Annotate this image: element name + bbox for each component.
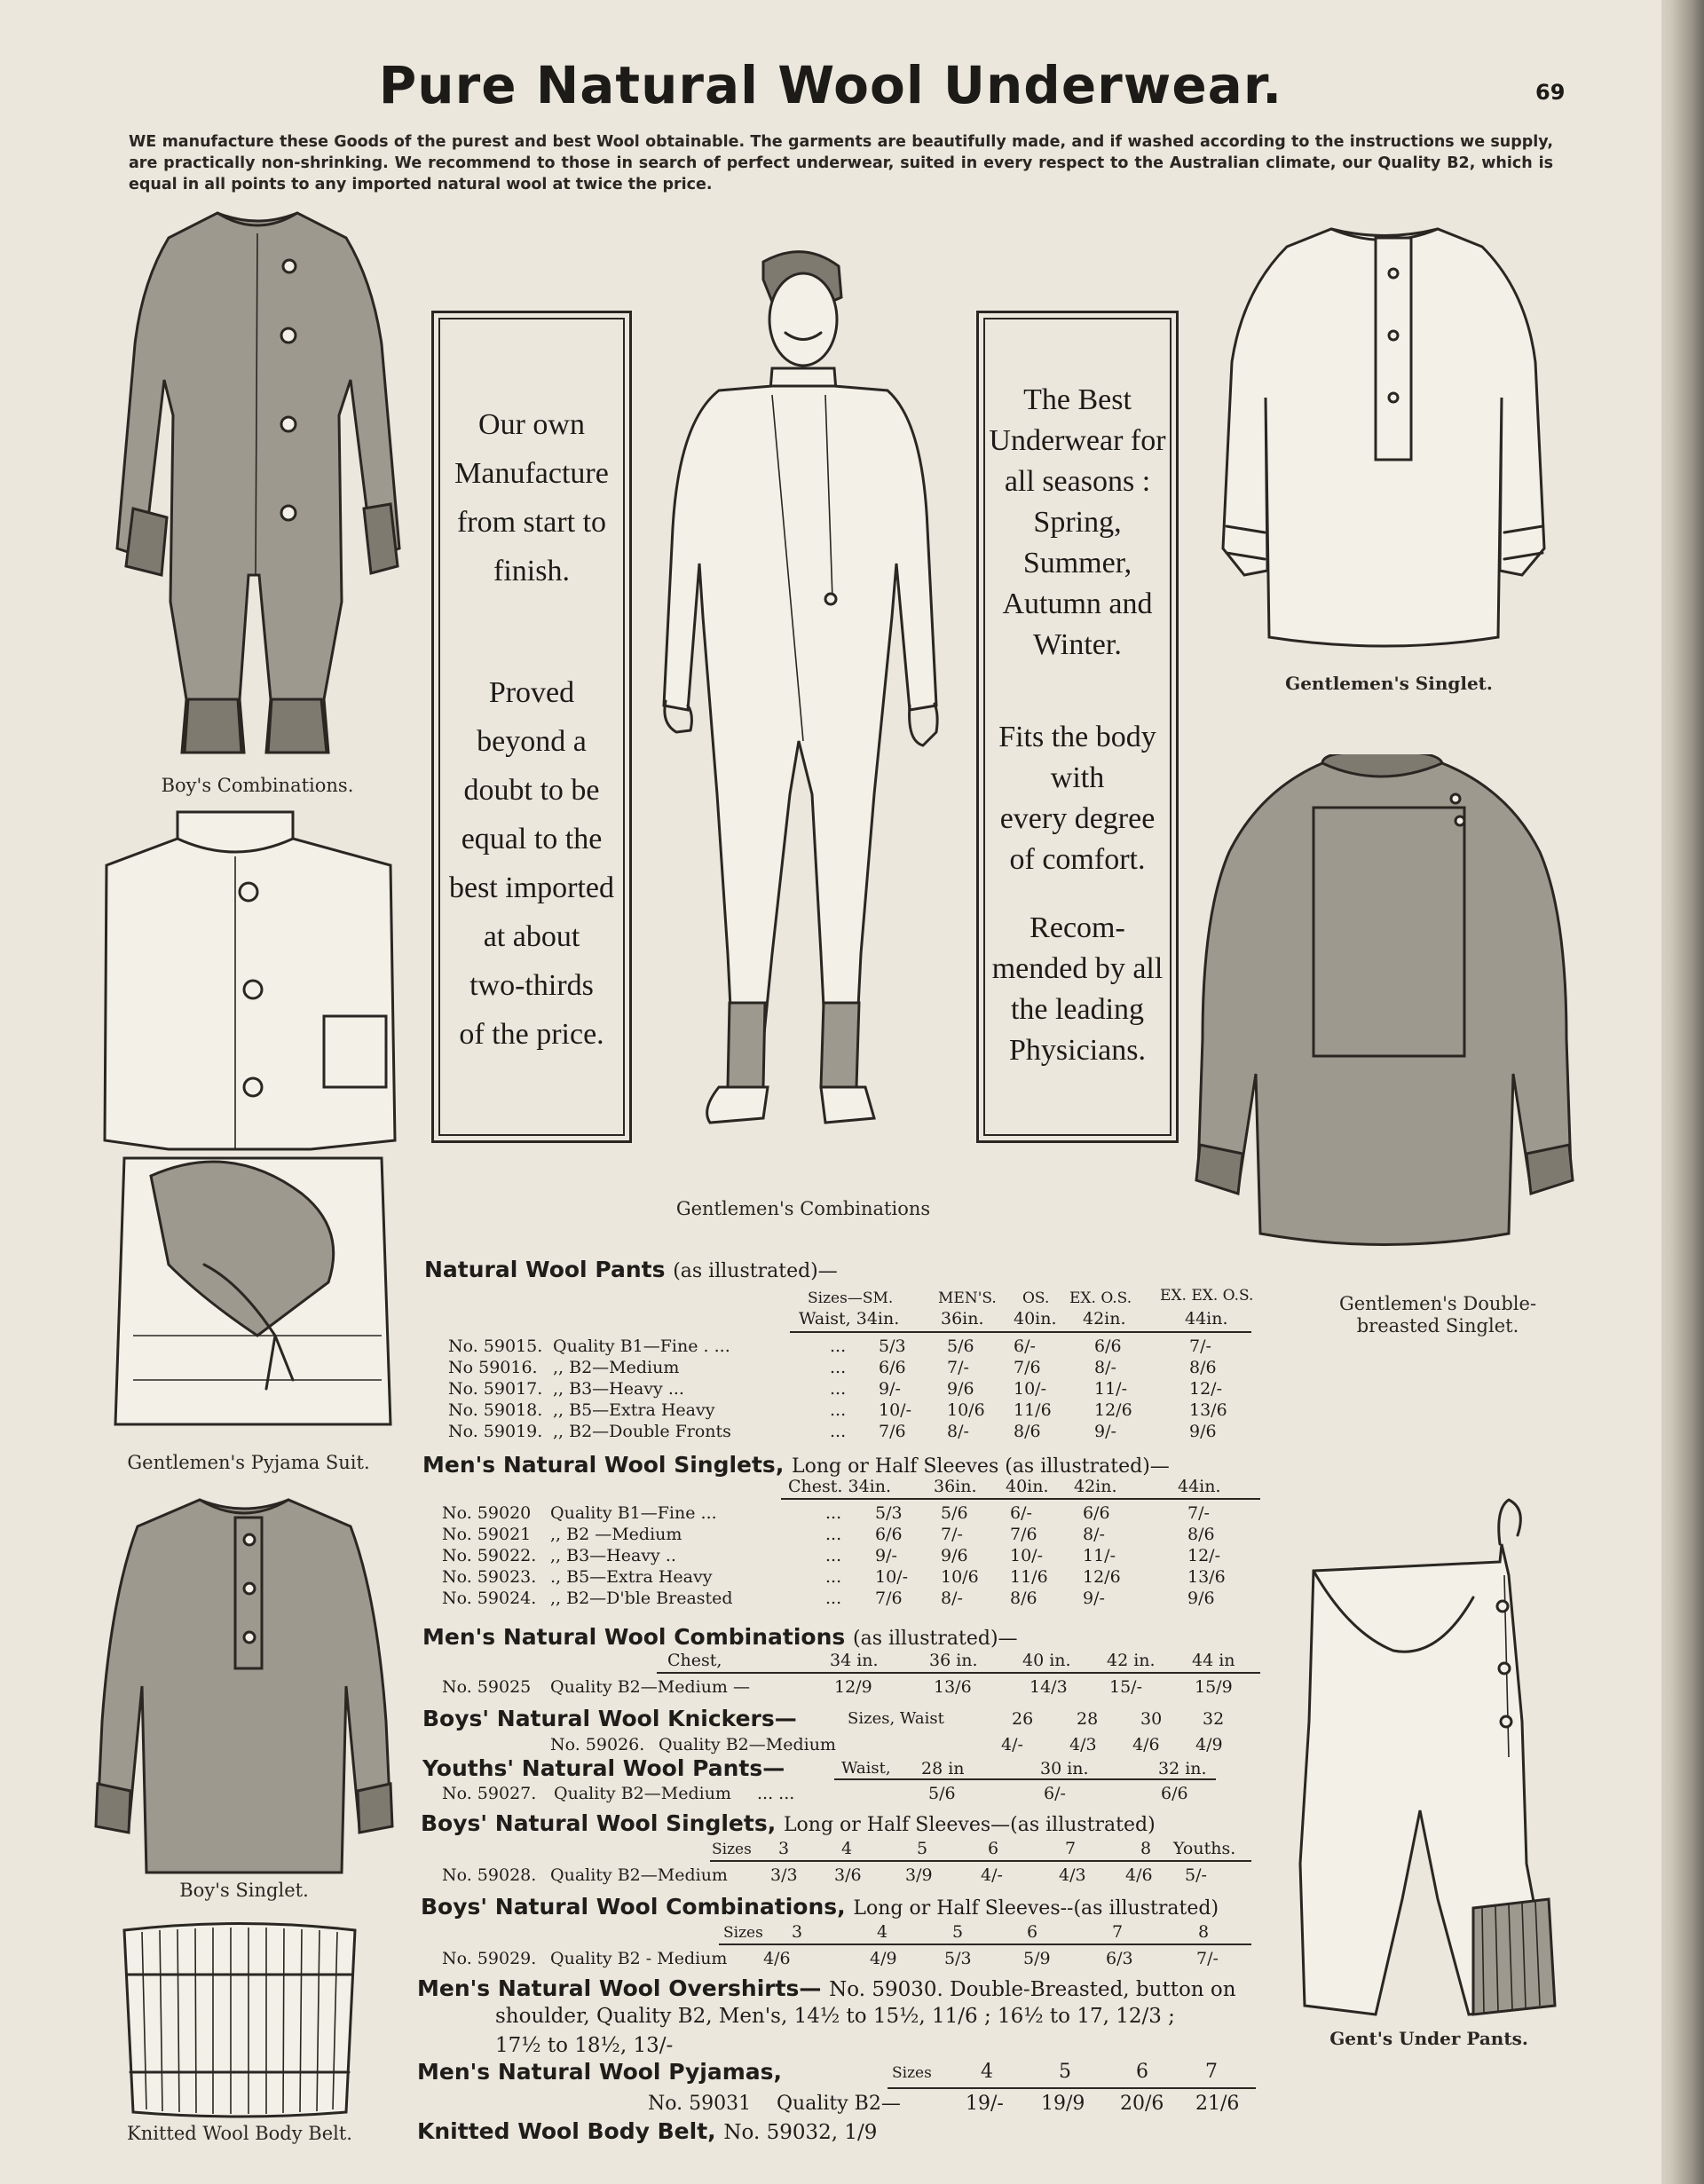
book-page-edge	[1661, 0, 1704, 2184]
combinations-chest-label-0: Chest,	[667, 1651, 722, 1670]
knickers-size-0: 26	[1012, 1709, 1034, 1729]
combinations-chest-label-4: 42 in.	[1107, 1651, 1156, 1670]
page-title: Pure Natural Wool Underwear.	[378, 55, 1283, 115]
boys-combinations-size-3: 6	[1027, 1922, 1038, 1942]
page-number: 69	[1535, 80, 1566, 105]
caption-body-belt: Knitted Wool Body Belt.	[127, 2123, 352, 2144]
boys-combinations-size-4: 7	[1112, 1922, 1124, 1942]
youths-pants-rule	[834, 1778, 1216, 1780]
knickers-size-label: Sizes, Waist	[848, 1709, 944, 1728]
combinations-chest-label-2: 36 in.	[929, 1651, 978, 1670]
singlets-rule	[781, 1498, 1260, 1500]
panel-right-text-a: The Best Underwear for all seasons : Spring, Summer, Autumn and Winter.	[989, 383, 1166, 661]
combinations-chest-label-1: 34 in.	[830, 1651, 879, 1670]
boys-singlets-heading: Boys' Natural Wool Singlets, Long or Half Sleeves—(as illustrated)	[421, 1810, 1156, 1836]
caption-gents-db-singlet-2: breasted Singlet.	[1356, 1315, 1519, 1336]
youths-pants-waist-label: Waist,	[841, 1759, 891, 1778]
pyjamas-heading: Men's Natural Wool Pyjamas,	[417, 2059, 783, 2085]
knickers-size-2: 30	[1140, 1709, 1163, 1729]
panel-left-text-b: Proved beyond a doubt to be equal to the best imported at about two-thirds of the price.	[448, 676, 615, 1051]
pants-size-label-0: Sizes—SM.	[808, 1289, 894, 1307]
boys-combinations-size-label: Sizes	[723, 1924, 763, 1942]
pants-rule	[790, 1331, 1251, 1333]
youths-pants-size-0: 28 in	[921, 1759, 965, 1778]
combinations-rule	[657, 1672, 1260, 1674]
caption-boys-combinations: Boy's Combinations.	[161, 775, 354, 796]
caption-gents-singlet: Gentlemen's Singlet.	[1285, 673, 1493, 694]
boys-combinations-size-5: 8	[1198, 1922, 1210, 1942]
boys-combinations-illustration	[106, 202, 408, 770]
pyjamas-size-1: 5	[1059, 2061, 1071, 2083]
body-belt-illustration	[111, 1921, 368, 2121]
pants-size-label-4: EX. EX. O.S.	[1160, 1287, 1254, 1305]
combinations-heading: Men's Natural Wool Combinations (as illustrated)—	[422, 1624, 1018, 1650]
boys-combinations-size-1: 4	[877, 1922, 888, 1942]
singlets-heading: Men's Natural Wool Singlets, Long or Half Sleeves (as illustrated)—	[422, 1452, 1170, 1478]
boys-singlets-size-6: Youths.	[1173, 1839, 1236, 1858]
gents-singlet-illustration	[1216, 220, 1553, 668]
boys-combinations-rule	[719, 1944, 1251, 1945]
pyjama-suit-illustration	[98, 803, 408, 1442]
overshirts-line-3: 17½ to 18½, 13/-	[495, 2034, 674, 2057]
knickers-size-1: 28	[1077, 1709, 1099, 1729]
pants-heading: Natural Wool Pants (as illustrated)—	[424, 1257, 838, 1282]
youths-pants-heading: Youths' Natural Wool Pants—	[422, 1755, 785, 1781]
pyjamas-size-0: 4	[981, 2061, 993, 2083]
pyjamas-size-3: 7	[1205, 2061, 1218, 2083]
boys-singlets-size-5: 8	[1140, 1839, 1152, 1858]
boys-singlets-size-1: 4	[841, 1839, 853, 1858]
boys-singlets-size-label: Sizes	[712, 1841, 752, 1858]
panel-left	[431, 311, 632, 1143]
overshirts-line-2: shoulder, Quality B2, Men's, 14½ to 15½, 11/6 ; 16½ to 17, 12/3 ;	[495, 2005, 1175, 2028]
overshirts-heading: Men's Natural Wool Overshirts— No. 59030. Double-Breasted, button on	[417, 1975, 1236, 2001]
boys-singlets-size-4: 7	[1065, 1839, 1077, 1858]
pants-waist-label-0: Waist, 34in.	[799, 1309, 900, 1329]
pants-waist-label-2: 40in.	[1014, 1309, 1057, 1329]
pyjamas-size-label: Sizes	[892, 2064, 932, 2082]
youths-pants-size-1: 30 in.	[1040, 1759, 1089, 1778]
boys-singlets-size-0: 3	[778, 1839, 790, 1858]
combinations-chest-label-3: 40 in.	[1022, 1651, 1071, 1670]
pants-size-label-1: MEN'S.	[938, 1289, 997, 1307]
gents-under-pants-illustration	[1296, 1491, 1562, 2023]
gents-combinations-illustration	[639, 244, 967, 1194]
pyjamas-rule	[888, 2087, 1256, 2089]
body-belt-heading: Knitted Wool Body Belt, No. 59032, 1/9	[417, 2118, 878, 2144]
pants-size-label-3: EX. O.S.	[1069, 1289, 1132, 1307]
caption-gents-combinations: Gentlemen's Combinations	[675, 1198, 931, 1219]
pants-waist-label-1: 36in.	[941, 1309, 984, 1329]
caption-gents-db-singlet-1: Gentlemen's Double-	[1338, 1293, 1537, 1314]
catalogue-page: Pure Natural Wool Underwear. 69 WE manufacture these Goods of the purest and best Wool obtainable. The garments are beautifully made, and if washed according to the instructions we supply, are practically non-shrinking. We recommend to those in search of perfect underwear, suited in every respect to the Australian climate, our Quality B2, which is equal in all points to any imported natural wool at twice the price. Boy's Combinations. Gentlemen's Pyjama Suit. Boy's Singlet. Knitted Wool Body Belt. Gentlemen's Combinations Gentlemen's Singlet. Gentlemen's Double- breasted Singlet. Gent's Under Pants. Our own Manufacture from start to finish. Proved beyond a doubt to be equal to the best imported at about two-thirds of the price. The Best Underwear for all seasons : Spring, Summer, Autumn and Winter. Fits the body with every degree of comfort. Recom- mended by all the leading Physicians. Natural Wool Pants (as illustrated)— Sizes—SM. MEN'S. OS. EX. O.S. EX. EX. O.S. Waist, 34in. 36in. 40in. 42in. 44in. No. 59015. Quality B1—Fine . ... ... 5/3 5/6 6/- 6/6 7/- No 59016. ,, B2—Medium ... 6/6 7/- 7/6 8/- 8/6 No. 59017. ,, B3—Heavy ... ... 9/- 9/6 10/- 11/- 12/- No. 59018. ,, B5—Extra Heavy ... 10/- 10/6 11/6 12/6 13/6 No. 59019. ,, B2—Double Fronts ... 7/6 8/- 8/6 9/- 9/6 Men's Natural Wool Singlets, Long or Half Sleeves (as illustrated)— Chest. 34in. 36in. 40in. 42in. 44in. No. 59020 Quality B1—Fine ... ... 5/3 5/6 6/- 6/6 7/- No. 59021 ,, B2 —Medium ... 6/6 7/- 7/6 8/- 8/6 No. 59022. ,, B3—Heavy .. ... 9/- 9/6 10/- 11/- 12/- No. 59023. ., B5—Extra Heavy ... 10/- 10/6 11/6 12/6 13/6 No. 59024. ,, B2—D'ble Breasted ... 7/6 8/- 8/6 9/- 9/6 Men's Natural Wool Combinations (as illustrated)— Chest, 34 in. 36 in. 40 in. 42 in. 44 in No. 59025 Quality B2—Medium — 12/9 13/6 14/3 15/- 15/9 Boys' Natural Wool Knickers— Sizes, Waist 26 28 30 32 No. 59026. Quality B2—Medium 4/- 4/3 4/6 4/9 Youths' Natural Wool Pants— Waist, 28 in 30 in. 32 in. No. 59027. Quality B2—Medium ... ... 5/6 6/- 6/6 Boys' Natural Wool Singlets, Long or Half Sleeves—(as illustrated) Sizes 3 4 5 6 7 8 Youths. No. 59028. Quality B2—Medium 3/3 3/6 3/9 4/- 4/3 4/6 5/- Boys' Natural Wool Combinations, Long or Half Sleeves--(as illustrated) Sizes 3 4 5 6 7 8 No. 59029. Quality B2 - Medium 4/6 4/9 5/3 5/9 6/3 7/- Men's Natural Wool Overshirts— No. 59030. Double-Breasted, button on shoulder, Quality B2, Men's, 14½ to 15½, 11/6 ; 16½ to 17, 12/3 ; 17½ to 18½, 13/- Men's Natural Wool Pyjamas, Sizes 4 5 6 7 No. 59031 Quality B2— 19/- 19/9 20/6 21/6 Knitted Wool Body Belt, No. 59032, 1/9	[0, 0, 1661, 2184]
singlets-chest-label-0: Chest. 34in.	[788, 1477, 892, 1496]
caption-pyjama-suit: Gentlemen's Pyjama Suit.	[127, 1452, 370, 1473]
singlets-chest-label-1: 36in.	[934, 1477, 977, 1496]
singlets-chest-label-2: 40in.	[1006, 1477, 1049, 1496]
singlets-chest-label-4: 44in.	[1178, 1477, 1221, 1496]
boys-combinations-heading: Boys' Natural Wool Combinations, Long or Half Sleeves--(as illustrated)	[421, 1894, 1219, 1920]
combinations-chest-label-5: 44 in	[1192, 1651, 1235, 1670]
caption-boys-singlet: Boy's Singlet.	[179, 1880, 309, 1901]
panel-right-text-b: Fits the body with every degree of comfort.	[998, 721, 1156, 876]
youths-pants-size-2: 32 in.	[1158, 1759, 1207, 1778]
boys-combinations-size-0: 3	[792, 1922, 803, 1942]
pants-size-label-2: OS.	[1022, 1289, 1050, 1307]
knickers-heading: Boys' Natural Wool Knickers—	[422, 1706, 797, 1731]
pants-waist-label-3: 42in.	[1083, 1309, 1126, 1329]
caption-gents-under-pants: Gent's Under Pants.	[1329, 2028, 1528, 2049]
gents-double-breasted-singlet-illustration	[1189, 754, 1580, 1260]
knickers-size-3: 32	[1203, 1709, 1225, 1729]
panel-left-text-a: Our own Manufacture from start to finish.	[454, 408, 609, 587]
boys-combinations-size-2: 5	[952, 1922, 964, 1942]
boys-singlet-illustration	[93, 1491, 395, 1881]
intro-paragraph: WE manufacture these Goods of the purest and best Wool obtainable. The garments are beautifully made, and if washed according to the instructions we supply, are practically non-shrinking. We recommend to those in search of perfect underwear, suited in every respect to the Australian climate, our Quality B2, which is equal in all points to any imported natural wool at twice the price.	[129, 133, 1553, 193]
boys-singlets-size-2: 5	[917, 1839, 928, 1858]
pyjamas-size-2: 6	[1136, 2061, 1148, 2083]
boys-singlets-size-3: 6	[988, 1839, 999, 1858]
pants-waist-label-4: 44in.	[1185, 1309, 1228, 1329]
boys-singlets-rule	[710, 1860, 1251, 1862]
panel-right	[976, 311, 1179, 1143]
panel-right-text-c: Recom- mended by all the leading Physicians.	[991, 911, 1164, 1067]
singlets-chest-label-3: 42in.	[1074, 1477, 1117, 1496]
